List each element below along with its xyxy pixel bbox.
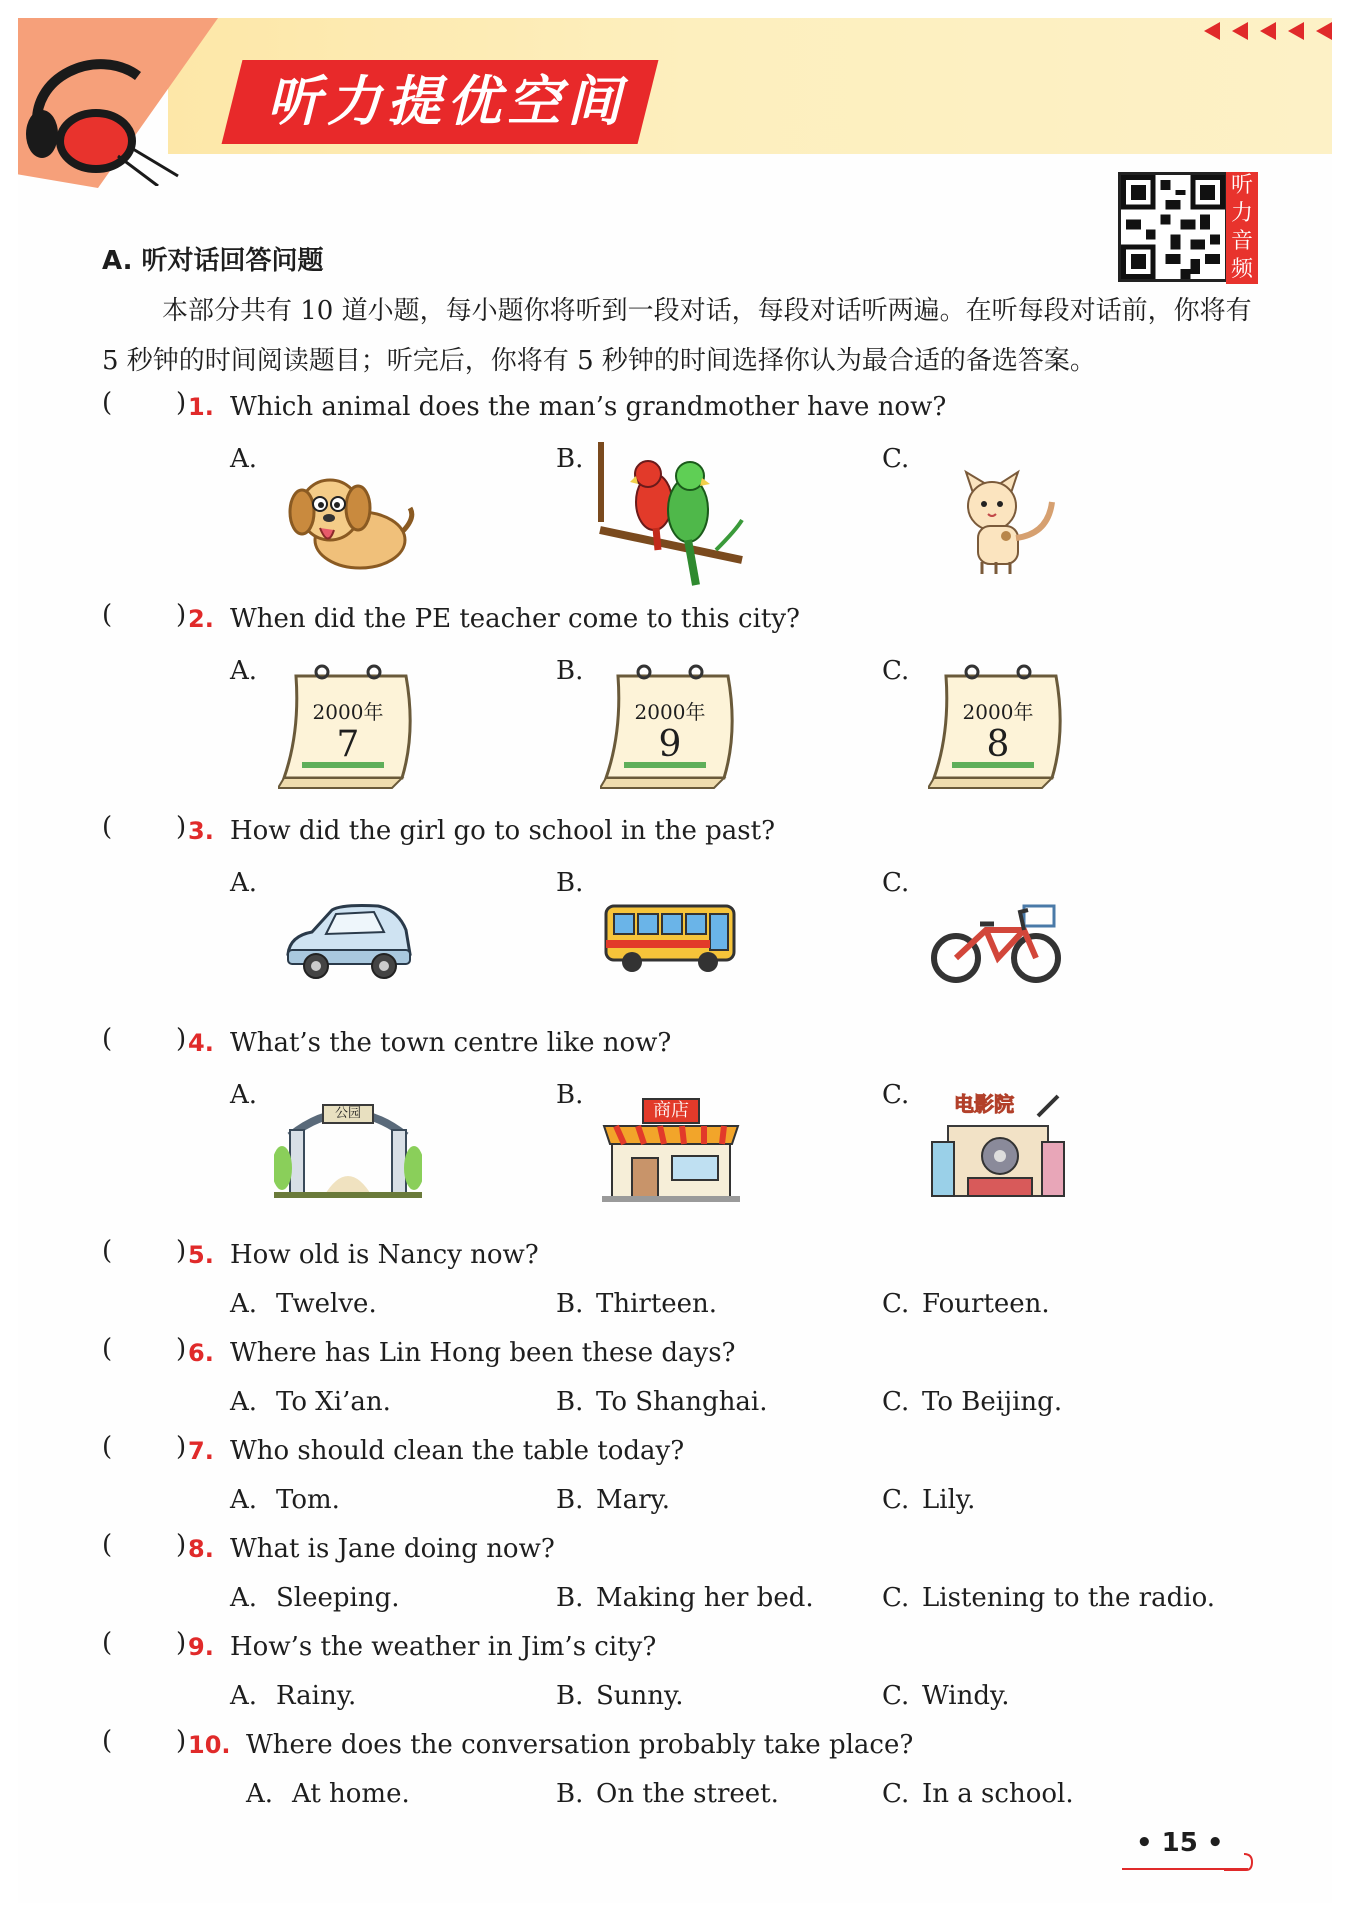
calendar-year: 2000年 xyxy=(312,700,384,724)
cinema-sign: 电影院 xyxy=(954,1092,1014,1116)
option-letter-a: A. xyxy=(230,1681,258,1711)
option-letter-c: C. xyxy=(882,1080,910,1110)
option-b[interactable]: Thirteen. xyxy=(596,1289,718,1319)
option-letter-b: B. xyxy=(556,444,584,474)
calendar-year: 2000年 xyxy=(634,700,706,724)
question-number: 4. xyxy=(188,1029,214,1057)
option-letter-a: A. xyxy=(230,1289,258,1319)
question-7 xyxy=(0,1432,1350,1472)
answer-paren-right: ) xyxy=(176,600,187,630)
answer-paren-left: ( xyxy=(102,1628,113,1658)
option-a[interactable]: To Xi’an. xyxy=(276,1387,391,1417)
answer-paren-left: ( xyxy=(102,1726,113,1756)
parrots-picture[interactable] xyxy=(596,440,746,588)
option-c[interactable]: Listening to the radio. xyxy=(922,1583,1216,1613)
shop-picture[interactable] xyxy=(602,1096,740,1202)
option-letter-b: B. xyxy=(556,1289,584,1319)
park-sign: 公园 xyxy=(322,1104,374,1124)
banner-area xyxy=(18,18,1332,156)
calendar-picture-c[interactable] xyxy=(928,662,1068,790)
calendar-picture-a[interactable] xyxy=(278,662,418,790)
bus-picture[interactable] xyxy=(602,900,740,978)
section-intro: 本部分共有 10 道小题，每小题你将听到一段对话，每段对话听两遍。在听每段对话前，你将有 5 秒钟的时间阅读题目；听完后，你将有 5 秒钟的时间选择你认为最合适的备选答案。 xyxy=(102,296,1252,376)
car-picture[interactable] xyxy=(282,896,414,982)
option-letter-c: C. xyxy=(882,1583,910,1613)
question-number: 6. xyxy=(188,1339,214,1367)
question-number: 10. xyxy=(188,1731,231,1759)
question-10 xyxy=(0,1726,1350,1766)
answer-paren-left: ( xyxy=(102,1024,113,1054)
question-number: 1. xyxy=(188,393,214,421)
answer-paren-right: ) xyxy=(176,1530,187,1560)
question-4 xyxy=(0,1024,1350,1064)
option-c[interactable]: Lily. xyxy=(922,1485,976,1515)
option-letter-b: B. xyxy=(556,1583,584,1613)
option-a[interactable]: Sleeping. xyxy=(276,1583,400,1613)
question-8 xyxy=(0,1530,1350,1570)
calendar-day: 8 xyxy=(986,724,1010,765)
option-a[interactable]: Tom. xyxy=(276,1485,340,1515)
arrow-decor xyxy=(1192,22,1332,44)
option-letter-b: B. xyxy=(556,656,584,686)
option-letter-a: A. xyxy=(246,1779,274,1809)
cat-picture[interactable] xyxy=(952,462,1062,576)
option-c[interactable]: In a school. xyxy=(922,1779,1074,1809)
option-letter-a: A. xyxy=(230,1583,258,1613)
option-letter-b: B. xyxy=(556,1387,584,1417)
option-b[interactable]: Sunny. xyxy=(596,1681,684,1711)
qr-label: 听力音频 xyxy=(1226,172,1258,284)
answer-paren-right: ) xyxy=(176,812,187,842)
page-number: • 15 • xyxy=(1136,1828,1224,1858)
question-text: What is Jane doing now? xyxy=(230,1534,555,1564)
question-number: 2. xyxy=(188,605,214,633)
arrow-left-icon xyxy=(1204,22,1220,40)
option-letter-b: B. xyxy=(556,1080,584,1110)
answer-paren-left: ( xyxy=(102,1236,113,1266)
arrow-left-icon xyxy=(1232,22,1248,40)
option-b[interactable]: On the street. xyxy=(596,1779,779,1809)
cinema-picture[interactable] xyxy=(928,1086,1068,1210)
answer-paren-right: ) xyxy=(176,1726,187,1756)
answer-paren-left: ( xyxy=(102,1432,113,1462)
option-letter-c: C. xyxy=(882,1289,910,1319)
option-letter-b: B. xyxy=(556,868,584,898)
option-letter-a: A. xyxy=(230,656,258,686)
question-text: How’s the weather in Jim’s city? xyxy=(230,1632,657,1662)
question-number: 9. xyxy=(188,1633,214,1661)
option-letter-a: A. xyxy=(230,444,258,474)
option-letter-c: C. xyxy=(882,1485,910,1515)
option-c[interactable]: Fourteen. xyxy=(922,1289,1050,1319)
option-letter-c: C. xyxy=(882,1387,910,1417)
headphones-icon xyxy=(18,36,188,186)
calendar-day: 9 xyxy=(658,724,682,765)
option-b[interactable]: Mary. xyxy=(596,1485,671,1515)
question-text: What’s the town centre like now? xyxy=(230,1028,672,1058)
question-3 xyxy=(0,812,1350,852)
option-letter-b: B. xyxy=(556,1681,584,1711)
calendar-year: 2000年 xyxy=(962,700,1034,724)
option-b[interactable]: Making her bed. xyxy=(596,1583,814,1613)
question-text: Where does the conversation probably take place? xyxy=(246,1730,914,1760)
option-letter-c: C. xyxy=(882,1779,910,1809)
question-5 xyxy=(0,1236,1350,1276)
arrow-left-icon xyxy=(1316,22,1332,40)
option-letter-c: C. xyxy=(882,444,910,474)
answer-paren-right: ) xyxy=(176,1432,187,1462)
option-letter-a: A. xyxy=(230,1080,258,1110)
answer-paren-right: ) xyxy=(176,1236,187,1266)
option-c[interactable]: To Beijing. xyxy=(922,1387,1063,1417)
option-letter-a: A. xyxy=(230,1485,258,1515)
question-number: 8. xyxy=(188,1535,214,1563)
section-heading: A. 听对话回答问题 xyxy=(102,246,324,276)
option-letter-c: C. xyxy=(882,868,910,898)
park-gate-picture[interactable] xyxy=(274,1096,422,1200)
qr-code-icon[interactable] xyxy=(1118,172,1228,282)
bike-picture[interactable] xyxy=(928,900,1066,986)
option-letter-c: C. xyxy=(882,656,910,686)
answer-paren-left: ( xyxy=(102,812,113,842)
question-number: 5. xyxy=(188,1241,214,1269)
question-1 xyxy=(0,388,1350,428)
dog-picture[interactable] xyxy=(280,462,420,574)
question-text: Which animal does the man’s grandmother have now? xyxy=(230,392,947,422)
option-b[interactable]: To Shanghai. xyxy=(596,1387,768,1417)
question-text: Where has Lin Hong been these days? xyxy=(230,1338,736,1368)
answer-paren-right: ) xyxy=(176,1024,187,1054)
page-turn-arrow-icon xyxy=(1222,1844,1254,1874)
question-text: When did the PE teacher come to this city? xyxy=(230,604,800,634)
banner-title: 听力提优空间 xyxy=(267,70,627,133)
arrow-left-icon xyxy=(1288,22,1304,40)
option-letter-a: A. xyxy=(230,1387,258,1417)
answer-paren-left: ( xyxy=(102,1530,113,1560)
option-c[interactable]: Windy. xyxy=(922,1681,1010,1711)
question-text: How old is Nancy now? xyxy=(230,1240,539,1270)
option-a[interactable]: Rainy. xyxy=(276,1681,357,1711)
answer-paren-left: ( xyxy=(102,1334,113,1364)
question-text: Who should clean the table today? xyxy=(230,1436,685,1466)
option-letter-b: B. xyxy=(556,1485,584,1515)
question-number: 3. xyxy=(188,817,214,845)
shop-sign: 商店 xyxy=(642,1098,700,1124)
question-9 xyxy=(0,1628,1350,1668)
question-2 xyxy=(0,600,1350,640)
answer-paren-right: ) xyxy=(176,388,187,418)
calendar-picture-b[interactable] xyxy=(600,662,740,790)
question-6 xyxy=(0,1334,1350,1374)
answer-paren-right: ) xyxy=(176,1628,187,1658)
answer-paren-left: ( xyxy=(102,388,113,418)
option-letter-c: C. xyxy=(882,1681,910,1711)
question-number: 7. xyxy=(188,1437,214,1465)
arrow-left-icon xyxy=(1260,22,1276,40)
calendar-day: 7 xyxy=(336,724,360,765)
answer-paren-right: ) xyxy=(176,1334,187,1364)
option-letter-a: A. xyxy=(230,868,258,898)
option-a[interactable]: At home. xyxy=(292,1779,410,1809)
option-a[interactable]: Twelve. xyxy=(276,1289,377,1319)
answer-paren-left: ( xyxy=(102,600,113,630)
option-letter-b: B. xyxy=(556,1779,584,1809)
question-text: How did the girl go to school in the past? xyxy=(230,816,776,846)
